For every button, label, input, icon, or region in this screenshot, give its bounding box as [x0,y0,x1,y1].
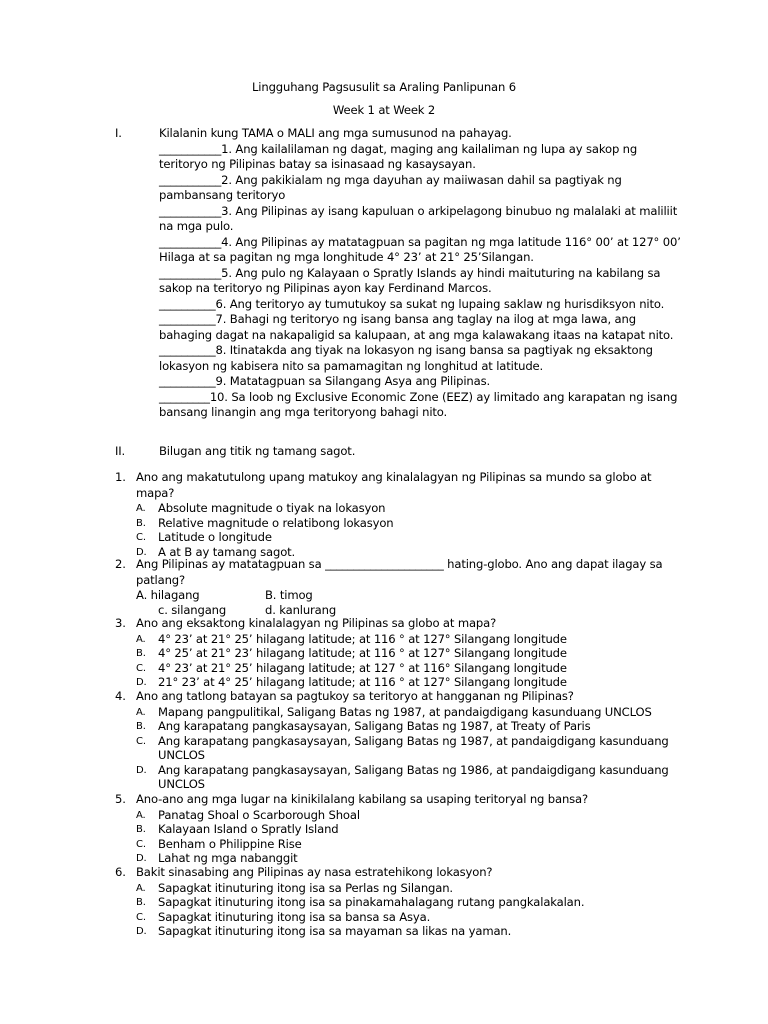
option-c[interactable] [136,734,702,749]
tf-item-2-line-2: pambansang teritoryo [159,188,286,202]
section-number: I. [115,126,122,140]
option-text: Mapang pangpulitikal, Saligang Batas ng 1987, at pandaigdigang kasunduang UNCLOS [158,704,652,719]
question-3 [115,616,702,690]
section-instruction: Kilalanin kung TAMA o MALI ang mga sumusunod na pahayag. [159,126,512,140]
option-d[interactable] [136,675,702,690]
question-2 [115,557,702,618]
question-text-line-1: Ano ang makatutulong upang matukoy ang kinalalagyan ng Pilipinas sa mundo sa globo at [136,470,652,484]
option-text: Latitude o longitude [158,530,272,545]
option-a[interactable] [136,808,702,823]
question-5 [115,792,702,866]
tf-item-10-line-1: _________10. Sa loob ng Exclusive Economic Zone (EEZ) ay limitado ang karapatan ng isang [159,389,678,404]
option-letter: D. [136,677,147,689]
tf-item-1-line-2: teritoryo ng Pilipinas batay sa isinasaad ng kasaysayan. [159,157,476,171]
option-text: Kalayaan Island o Spratly Island [158,822,339,837]
option-letter: A. [136,809,146,821]
option-text: Lahat ng mga nabanggit [158,851,298,866]
page-subtitle: Week 1 at Week 2 [332,103,436,117]
section-body [159,126,698,421]
tf-item-7-line-2: bahaging dagat na nakapaligid sa kalupaan, at ang mga kalawakang itaas na katapat nito. [159,327,674,342]
option-a[interactable] [136,632,702,647]
question-text-line-1: Ano ang eksaktong kinalalagyan ng Pilipinas sa globo at mapa? [136,616,497,630]
section-tama-o-mali [115,126,698,421]
question-number: 3. [115,616,126,630]
option-a[interactable] [136,705,702,720]
tf-item-6-line-1: __________6. Ang teritoryo ay tumutukoy sa sukat ng lupaing saklaw ng hurisdiksyon nito. [159,296,665,311]
option-letter: D. [136,853,147,865]
tf-item-1-line-1: ___________1. Ang kailalilaman ng dagat, maging ang kailaliman ng lupa ay sakop ng [159,141,638,156]
option-letter: D. [136,926,147,938]
question-number: 1. [115,470,126,484]
option-letter: A. [136,633,146,645]
page-title: Lingguhang Pagsusulit sa Araling Panlipunan 6 [252,80,516,94]
option-c[interactable]: c. silangang [158,603,227,617]
option-c[interactable] [136,910,702,925]
option-c[interactable] [136,837,702,852]
question-text-line-1: Ano ang tatlong batayan sa pagtukoy sa teritoryo at hangganan ng Pilipinas? [136,689,574,703]
question-text-line-1: Ano-ano ang mga lugar na kinikilalang kabilang sa usaping teritoryal ng bansa? [136,792,589,806]
option-letter: B. [136,897,146,909]
option-text: Ang karapatang pangkasaysayan, Saligang Batas ng 1987, at Treaty of Paris [158,719,591,734]
option-text: 4° 25’ at 21° 23’ hilagang latitude; at 116 ° at 127° Silangang longitude [158,646,567,661]
option-c-continued [136,748,702,763]
option-text: Benham o Philippine Rise [158,836,302,851]
section-multiple-choice [115,444,698,460]
question-number: 5. [115,792,126,806]
option-b[interactable] [136,895,702,910]
option-d-continued [136,777,702,792]
tf-item-4-line-1: ___________4. Ang Pilipinas ay matatagpuan sa pagitan ng mga latitude 116° 00’ at 127° 00’ [159,234,681,249]
option-letter: C. [136,735,146,747]
option-letter: C. [136,838,146,850]
tf-item-4-line-2: Hilaga at sa pagitan ng mga longhitude 4° 23’ at 21° 25’Silangan. [159,250,534,264]
option-b[interactable] [136,822,702,837]
option-letter: A. [136,706,146,718]
question-text-line-2: patlang? [136,572,185,587]
option-b[interactable]: B. timog [265,588,313,602]
option-text: Sapagkat itinuturing itong isa sa mayaman sa likas na yaman. [158,924,512,939]
option-row-1 [136,588,702,603]
question-text-line-2: mapa? [136,485,175,500]
option-letter: A. [136,882,146,894]
option-text: A at B ay tamang sagot. [158,544,296,559]
option-letter: B. [136,517,146,529]
section-instruction: Bilugan ang titik ng tamang sagot. [159,444,356,458]
tf-item-2-line-1: ___________2. Ang pakikialam ng mga dayuhan ay maiiwasan dahil sa pagtiyak ng [159,172,622,187]
option-letter: B. [136,824,146,836]
option-d[interactable] [136,851,702,866]
question-1 [115,470,702,559]
question-text-line-1: Ang Pilipinas ay matatagpuan sa _____________________ hating-globo. Ano ang dapat ilagay sa [136,557,663,571]
option-letter: C. [136,662,146,674]
option-text-continued: UNCLOS [158,748,205,763]
tf-item-8-line-1: __________8. Itinatakda ang tiyak na lokasyon ng isang bansa sa pagtiyak ng eksaktong [159,343,653,357]
section-number: II. [115,444,126,458]
tf-item-7-line-1: __________7. Bahagi ng teritoryo ng isang bansa ang taglay na ilog at mga lawa, ang [159,312,636,326]
option-letter: D. [136,546,147,558]
option-letter: B. [136,721,146,733]
option-letter: A. [136,503,146,514]
tf-item-5-line-2: sakop na teritoryo ng Pilipinas ayon kay Ferdinand Marcos. [159,281,492,295]
tf-item-3-line-1: ___________3. Ang Pilipinas ay isang kapuluan o arkipelagong binubuo ng malalaki at maliliit [159,203,678,218]
option-text: Panatag Shoal o Scarborough Shoal [158,807,360,822]
section-body [159,444,698,460]
question-text-line-1: Bakit sinasabing ang Pilipinas ay nasa estratehikong lokasyon? [136,865,493,879]
option-text: Sapagkat itinuturing itong isa sa bansa sa Asya. [158,909,431,924]
option-text: Sapagkat itinuturing itong isa sa Perlas ng Silangan. [158,880,453,895]
option-text: 4° 23’ at 21° 25’ hilagang latitude; at 116 ° at 127° Silangang longitude [158,631,567,646]
option-text: Ang karapatang pangkasaysayan, Saligang Batas ng 1987, at pandaigdigang kasunduang [158,733,669,748]
tf-item-10-line-2: bansang linangin ang mga teritoryong bahagi nito. [159,405,448,419]
option-b[interactable] [136,646,702,661]
option-c[interactable] [136,661,702,676]
option-text: 4° 23’ at 21° 25’ hilagang latitude; at 127 ° at 116° Silangang longitude [158,660,567,675]
option-a[interactable] [136,501,702,516]
option-letter: D. [136,764,147,776]
option-a[interactable]: A. hilagang [136,588,200,602]
option-d[interactable]: d. kanlurang [265,603,337,617]
question-number: 4. [115,689,126,703]
option-a[interactable] [136,881,702,896]
option-text: 21° 23’ at 4° 25’ hilagang latitude; at 116 ° at 127° Silangang longitude [158,675,567,690]
option-d[interactable] [136,924,702,939]
option-d[interactable] [136,763,702,778]
option-b[interactable] [136,719,702,734]
option-letter: C. [136,532,146,544]
option-text: Relative magnitude o relatibong lokasyon [158,515,394,530]
option-b[interactable] [136,516,702,531]
option-text: Ang karapatang pangkasaysayan, Saligang Batas ng 1986, at pandaigdigang kasunduang [158,762,669,777]
option-letter: B. [136,648,146,660]
option-c[interactable] [136,530,702,545]
question-6 [115,865,702,939]
tf-item-8-line-2: lokasyon ng kabisera nito sa pamamagitan ng longhitud at latitude. [159,358,544,373]
question-number: 6. [115,865,126,879]
question-4 [115,689,702,792]
question-number: 2. [115,557,126,571]
option-text: Sapagkat itinuturing itong isa sa pinakamahalagang rutang pangkalakalan. [158,895,585,910]
tf-item-9-line-1: __________9. Matatagpuan sa Silangang Asya ang Pilipinas. [159,374,490,388]
option-letter: C. [136,911,146,923]
option-text-continued: UNCLOS [158,777,205,792]
tf-item-3-line-2: na mga pulo. [159,219,234,233]
tf-item-5-line-1: ___________5. Ang pulo ng Kalayaan o Spratly Islands ay hindi maituturing na kabilang sa [159,265,661,280]
option-text: Absolute magnitude o tiyak na lokasyon [158,501,386,515]
